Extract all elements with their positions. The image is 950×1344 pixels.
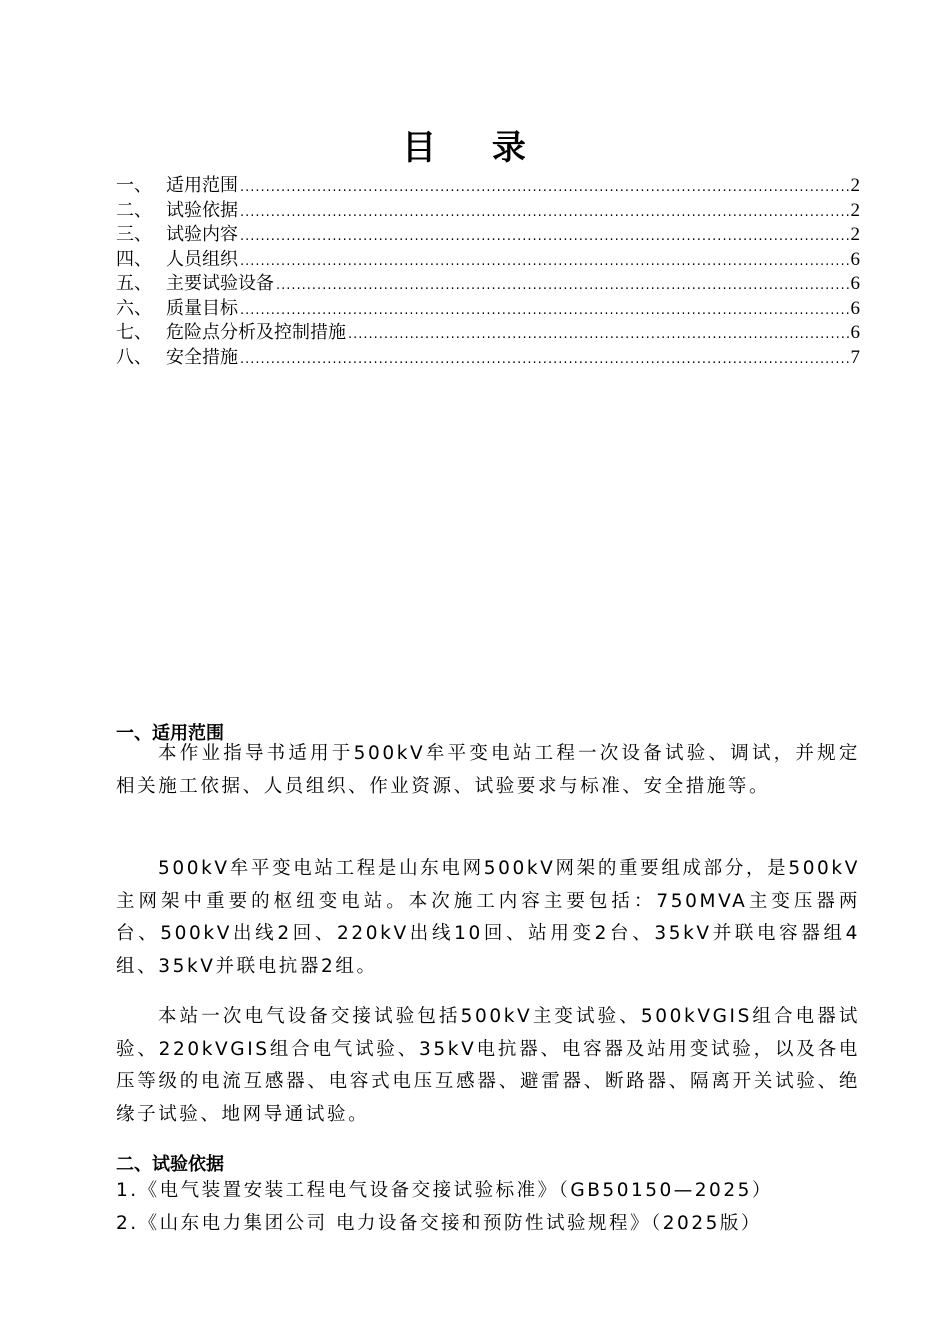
- toc-item-number: 六、: [116, 297, 152, 319]
- toc-item[interactable]: [116, 321, 860, 346]
- toc-leader-dots: [240, 201, 849, 225]
- toc-item-number: 八、: [116, 346, 152, 368]
- paragraph-scope-1: 本作业指导书适用于500kV牟平变电站工程一次设备试验、调试，并规定相关施工依据、人员组织、作业资源、试验要求与标准、安全措施等。: [116, 743, 860, 797]
- toc-item[interactable]: [116, 297, 860, 322]
- toc-leader-dots: [240, 348, 849, 372]
- toc-item-label: 试验内容: [166, 224, 238, 245]
- toc-item-label: 质量目标: [166, 297, 238, 319]
- section-heading-scope: 一、适用范围: [116, 723, 224, 744]
- toc-item-page: 6: [850, 322, 860, 343]
- toc-item-page: 2: [850, 175, 860, 196]
- toc-item-page: 2: [850, 199, 860, 221]
- toc-item[interactable]: [116, 346, 860, 371]
- toc-item[interactable]: [116, 223, 860, 248]
- toc-leader-dots: [240, 176, 849, 200]
- toc-item-label: 安全措施: [166, 346, 238, 368]
- toc-leader-dots: [348, 323, 849, 347]
- table-of-contents: [116, 174, 860, 370]
- toc-leader-dots: [276, 274, 849, 298]
- toc-item[interactable]: [116, 199, 860, 224]
- toc-item-label: 主要试验设备: [166, 273, 274, 294]
- toc-item-page: 6: [850, 297, 860, 319]
- toc-leader-dots: [240, 225, 849, 249]
- toc-item-page: 6: [850, 273, 860, 294]
- section-heading-basis: 二、试验依据: [116, 1154, 224, 1175]
- reference-item: 1.《电气装置安装工程电气设备交接试验标准》（GB50150—2025）: [116, 1180, 773, 1201]
- toc-item-label: 人员组织: [166, 248, 238, 270]
- toc-item-number: 一、: [116, 175, 152, 196]
- toc-item-number: 二、: [116, 199, 152, 221]
- toc-leader-dots: [240, 250, 849, 274]
- toc-item-page: 6: [850, 248, 860, 270]
- toc-item-label: 适用范围: [166, 175, 238, 196]
- toc-item[interactable]: [116, 248, 860, 273]
- reference-item: 2.《山东电力集团公司 电力设备交接和预防性试验规程》（2025版）: [116, 1213, 762, 1234]
- toc-item-number: 五、: [116, 273, 152, 294]
- toc-item-page: 2: [850, 224, 860, 245]
- toc-item-number: 三、: [116, 224, 152, 245]
- toc-item-number: 七、: [116, 322, 152, 343]
- toc-leader-dots: [240, 299, 849, 323]
- toc-item-number: 四、: [116, 248, 152, 270]
- toc-item[interactable]: [116, 272, 860, 297]
- toc-item-label: 危险点分析及控制措施: [166, 322, 346, 343]
- toc-item-label: 试验依据: [166, 199, 238, 221]
- toc-title: 目 录: [402, 128, 548, 168]
- paragraph-scope-2: 500kV牟平变电站工程是山东电网500kV网架的重要组成部分，是500kV主网架中重要的枢纽变电站。本次施工内容主要包括：750MVA主变压器两台、500kV出线2回、220kV出线10回、站用变2台、35kV并联电容器组4组、35kV并联电抗器2组。: [116, 858, 860, 978]
- toc-item[interactable]: [116, 174, 860, 199]
- paragraph-scope-3: 本站一次电气设备交接试验包括500kV主变试验、500kVGIS组合电器试验、220kVGIS组合电气试验、35kV电抗器、电容器及站用变试验，以及各电压等级的电流互感器、电容式电压互感器、避雷器、断路器、隔离开关试验、绝缘子试验、地网导通试验。: [116, 1006, 860, 1126]
- toc-item-page: 7: [850, 346, 860, 368]
